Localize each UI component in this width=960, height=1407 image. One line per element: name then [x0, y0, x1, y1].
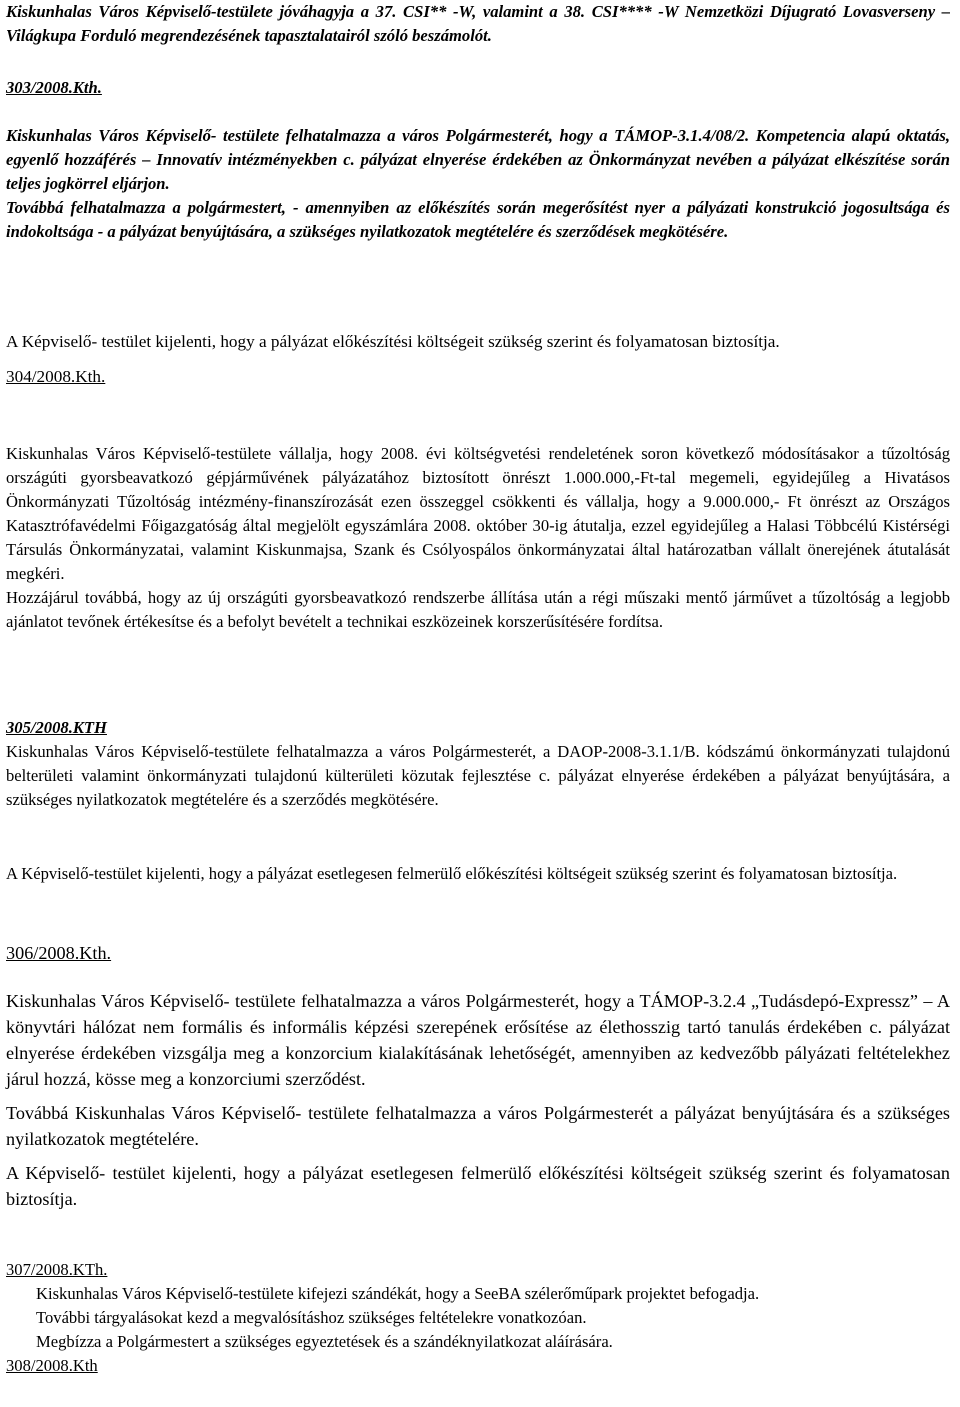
resolution-303	[6, 76, 950, 100]
list-item-number	[6, 1282, 36, 1306]
resolution-303-closing	[6, 330, 950, 390]
resolution-304-text: Kiskunhalas Város Képviselő-testülete vállalja, hogy 2008. évi költségvetési rendeletének soron következő módosításakor a tűzoltóság országúti gyorsbeavatkozó gépjárművének pályázatához biztosított önrészt 1.000.000,-Ft-tal megemeli, egyidejűleg a Hivatásos Önkormányzati Tűzoltóság intézmény-finanszírozását ezen összeggel csökkenti és vállalja, hogy a 9.000.000,- Ft önrészt az Országos Katasztrófavédelmi Főigazgatóság által megjelölt egyszámlára 2008. október 30-ig átutalja, ezzel egyidejűleg a Halasi Többcélú Kistérségi Társulás Önkormányzatai, valamint Kiskunmajsa, Szank és Csólyospálos önkormányzatai által határozatban vállalt önerejének átutalását megkéri.	[6, 444, 950, 583]
resolution-306	[6, 940, 950, 966]
resolution-305-paragraph-1: Kiskunhalas Város Képviselő-testülete felhatalmazza a város Polgármesterét, a DAOP-2008-3.1.1/B. kódszámú önkormányzati tulajdonú belterületi valamint önkormányzati tulajdonú külterületi közutak fejlesztése c. pályázat elnyerése érdekében a pályázat benyújtására, a szükséges nyilatkozatok megtételére és a szerződés megkötésére.	[6, 742, 950, 809]
resolution-306-paragraph-1: Kiskunhalas Város Képviselő- testülete felhatalmazza a város Polgármesterét, hogy a TÁMOP-3.2.4 „Tudásdepó-Expressz” – A könyvtári hálózat nem formális és informális képzési szerepének erősítése az élethosszig tartó tanulás érdekében c. pályázat elnyerése érdekében vizsgálja meg a konzorcium kialakításának lehetőségét, amennyiben az kedvezőbb pályázati feltételekhez járul hozzá, kösse meg a konzorciumi szerződést.	[6, 991, 950, 1089]
resolution-306-paragraph-3: A Képviselő- testület kijelenti, hogy a pályázat esetlegesen felmerülő előkészítési költségeit szükség szerint és folyamatosan biztosítja.	[6, 1163, 950, 1209]
resolution-303-paragraph-3: A Képviselő- testület kijelenti, hogy a pályázat előkészítési költségeit szükség szerint és folyamatosan biztosítja.	[6, 332, 780, 351]
intro-paragraph: Kiskunhalas Város Képviselő-testülete jóváhagyja a 37. CSI** -W, valamint a 38. CSI**** -W Nemzetközi Díjugrató Lovasverseny – Világkupa Forduló megrendezésének tapasztalatairól szóló beszámolót.	[6, 2, 950, 45]
resolution-303-paragraph-1: Kiskunhalas Város Képviselő- testülete felhatalmazza a város Polgármesterét, hogy a TÁMOP-3.1.4/08/2. Kompetencia alapú oktatás, egyenlő hozzáférés – Innovatív intézményekben c. pályázat elnyerése érdekében az Önkormányzat nevében a pályázat elkészítése során teljes jogkörrel eljárjon.	[6, 126, 950, 193]
list-item	[6, 1282, 950, 1306]
resolution-303-paragraph-2: Továbbá felhatalmazza a polgármestert, - amennyiben az előkészítés során megerősítést nyer a pályázati konstrukció jogosultsága és indokoltsága - a pályázat benyújtására, a szükséges nyilatkozatok megtételére és szerződések megkötésére.	[6, 198, 950, 241]
list-item-text: Kiskunhalas Város Képviselő-testülete kifejezi szándékát, hogy a SeeBA szélerőműpark projektet befogadja.	[36, 1284, 760, 1303]
resolution-307	[6, 1258, 950, 1378]
resolution-304-paragraph-2: Hozzájárul továbbá, hogy az új országúti gyorsbeavatkozó rendszerbe állítása után a régi műszaki mentő járművet a tűzoltóság a legjobb ajánlatot tevőnek értékesítse és a befolyt bevételt a technikai eszközeinek korszerűsítésére fordítsa.	[6, 588, 950, 631]
resolution-308-number: 308/2008.Kth	[6, 1356, 98, 1375]
intro-section	[6, 0, 950, 48]
list-item-text: További tárgyalásokat kezd a megvalósításhoz szükséges feltételekre vonatkozóan.	[36, 1308, 587, 1327]
resolution-306-body	[6, 988, 950, 1212]
resolution-305	[6, 716, 950, 812]
resolution-303-body	[6, 124, 950, 244]
list-item-number	[6, 1330, 36, 1354]
list-item-number	[6, 1306, 36, 1330]
resolution-306-paragraph-2: Továbbá Kiskunhalas Város Képviselő- testülete felhatalmazza a város Polgármesterét a pályázat benyújtására és a szükséges nyilatkozatok megtételére.	[6, 1103, 950, 1149]
resolution-304	[6, 442, 950, 634]
resolution-305-number: 305/2008.KTH	[6, 718, 107, 737]
resolution-305-closing	[6, 862, 950, 886]
list-item	[6, 1330, 950, 1354]
resolution-303-number: 303/2008.Kth.	[6, 78, 102, 97]
list-item-text: Megbízza a Polgármestert a szükséges egyeztetések és a szándéknyilatkozat aláírására.	[36, 1332, 613, 1351]
resolution-307-number: 307/2008.KTh.	[6, 1260, 108, 1279]
resolution-305-paragraph-2: A Képviselő-testület kijelenti, hogy a pályázat esetlegesen felmerülő előkészítési költségeit szükség szerint és folyamatosan biztosítja.	[6, 864, 898, 883]
resolution-306-number: 306/2008.Kth.	[6, 943, 112, 963]
resolution-304-paragraph-1	[6, 442, 950, 586]
list-item	[6, 1306, 950, 1330]
resolution-304-number: 304/2008.Kth.	[6, 366, 106, 386]
